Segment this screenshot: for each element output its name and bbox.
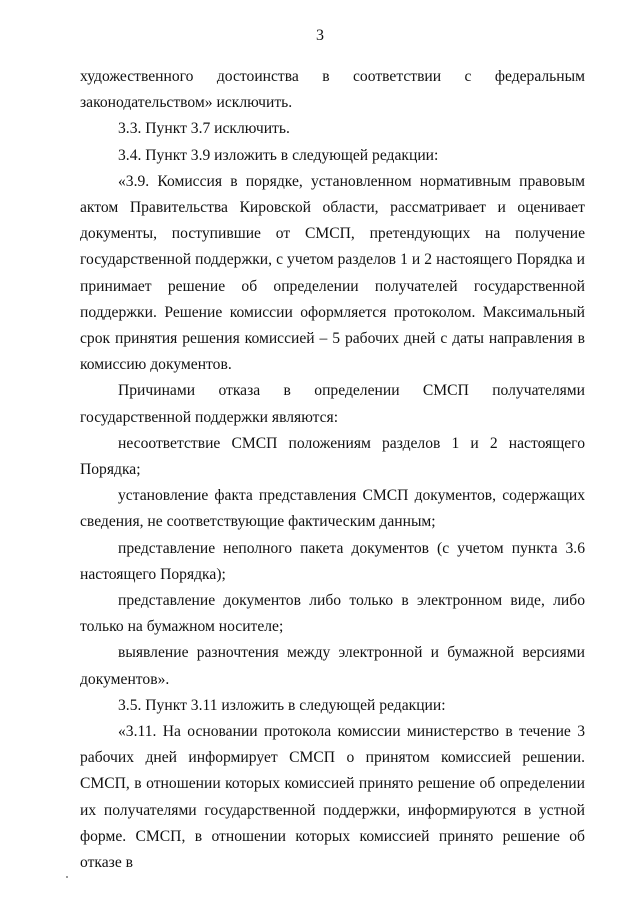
- paragraph-clause-3-9: «3.9. Комиссия в порядке, установленном нормативным правовым актом Правительства Кировской области, рассматривает и оценивает документы, поступившие от СМСП, претендующих на получение государственной поддержки, с учетом разделов 1 и 2 настоящего Порядка и принимает решение об определении получателей государственной поддержки. Решение комиссии оформляется протоколом. Максимальный срок принятия решения комиссией – 5 рабочих дней с даты направления в комиссию документов.: [80, 172, 585, 374]
- paragraph-reason-4: представление документов либо только в электронном виде, либо только на бумажном носителе;: [80, 592, 585, 636]
- document-body: [80, 64, 585, 876]
- paragraph-clause-3-11: «3.11. На основании протокола комиссии министерство в течение 3 рабочих дней информирует СМСП о принятом комиссией решении. СМСП, в отношении которых комиссией принято решение об определении их получателями государственной поддержки, информируются в устной форме. СМСП, в отношении которых комиссией принято решение об отказе в: [80, 723, 585, 872]
- paragraph-reason-5: выявление разночтения между электронной и бумажной версиями документов».: [80, 644, 585, 688]
- page-number: 3: [316, 27, 324, 44]
- paragraph-item-3-5: 3.5. Пункт 3.11 изложить в следующей редакции:: [118, 696, 446, 714]
- paragraph-reason-1: несоответствие СМСП положениям разделов 1 и 2 настоящего Порядка;: [80, 434, 585, 479]
- paragraph-continuation: художественного достоинства в соответствии с федеральным законодательством» исключить.: [80, 68, 585, 112]
- paragraph-item-3-4: 3.4. Пункт 3.9 изложить в следующей редакции:: [118, 146, 439, 164]
- scan-speck: [66, 876, 68, 878]
- paragraph-reason-2: установление факта представления СМСП документов, содержащих сведения, не соответствующие фактическим данным;: [80, 487, 585, 531]
- paragraph-item-3-3: 3.3. Пункт 3.7 исключить.: [118, 120, 290, 138]
- paragraph-refusal-reasons: Причинами отказа в определении СМСП получателями государственной поддержки являются:: [80, 382, 585, 426]
- paragraph-reason-3: представление неполного пакета документов (с учетом пункта 3.6 настоящего Порядка);: [80, 539, 585, 583]
